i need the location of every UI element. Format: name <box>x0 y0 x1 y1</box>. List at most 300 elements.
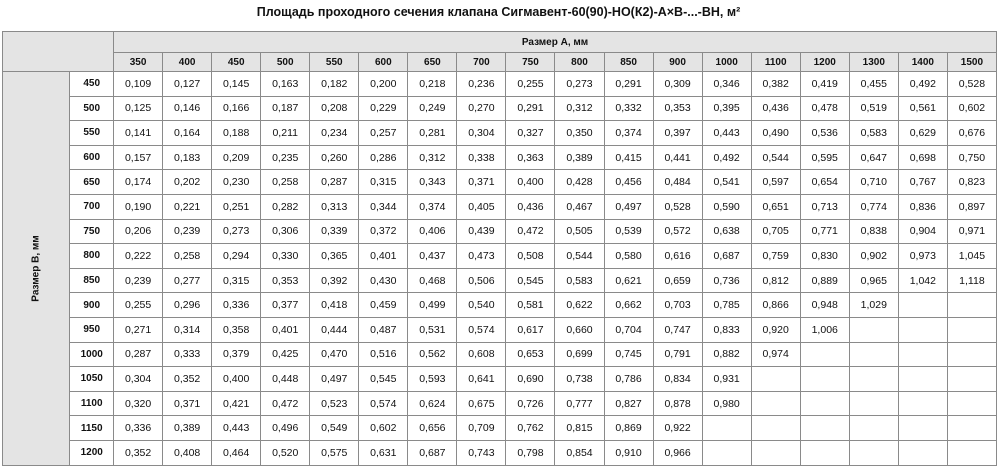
table-cell: 0,166 <box>212 96 261 121</box>
table-cell: 0,467 <box>555 194 604 219</box>
table-cell: 0,897 <box>947 194 996 219</box>
table-row <box>3 268 997 293</box>
table-cell: 0,750 <box>947 145 996 170</box>
table-cell: 0,371 <box>163 391 212 416</box>
table-cell: 0,374 <box>604 121 653 146</box>
table-cell: 0,971 <box>947 219 996 244</box>
table-cell: 0,966 <box>653 440 702 465</box>
table-cell: 0,221 <box>163 194 212 219</box>
table-cell: 0,392 <box>310 268 359 293</box>
table-cell: 0,854 <box>555 440 604 465</box>
table-title: Площадь проходного сечения клапана Сигмавент-60(90)-НО(К2)-А×В-...-ВН, м² <box>256 5 741 19</box>
column-header-a: 1500 <box>947 53 996 72</box>
table-cell: 0,834 <box>653 367 702 392</box>
table-cell <box>898 416 947 441</box>
table-cell: 0,574 <box>457 317 506 342</box>
table-cell: 0,654 <box>800 170 849 195</box>
table-cell: 0,508 <box>506 244 555 269</box>
table-cell: 0,187 <box>261 96 310 121</box>
table-cell: 0,815 <box>555 416 604 441</box>
table-cell: 0,690 <box>506 367 555 392</box>
table-cell: 0,395 <box>702 96 751 121</box>
column-header-a: 800 <box>555 53 604 72</box>
table-row <box>3 219 997 244</box>
table-cell: 0,333 <box>163 342 212 367</box>
table-cell: 0,762 <box>506 416 555 441</box>
table-cell: 0,350 <box>555 121 604 146</box>
row-header-b: 900 <box>70 293 114 318</box>
row-header-b: 650 <box>70 170 114 195</box>
table-cell <box>702 440 751 465</box>
table-cell: 0,889 <box>800 268 849 293</box>
table-cell: 0,827 <box>604 391 653 416</box>
table-cell: 0,830 <box>800 244 849 269</box>
table-cell: 0,882 <box>702 342 751 367</box>
column-header-a: 700 <box>457 53 506 72</box>
table-cell: 0,164 <box>163 121 212 146</box>
table-cell: 0,344 <box>359 194 408 219</box>
table-cell <box>947 367 996 392</box>
table-cell: 0,437 <box>408 244 457 269</box>
table-cell: 0,401 <box>359 244 408 269</box>
table-cell: 0,235 <box>261 145 310 170</box>
table-cell: 0,222 <box>114 244 163 269</box>
table-cell: 0,497 <box>604 194 653 219</box>
table-cell: 0,439 <box>457 219 506 244</box>
table-cell: 0,211 <box>261 121 310 146</box>
row-header-b: 1150 <box>70 416 114 441</box>
table-cell: 1,006 <box>800 317 849 342</box>
table-cell: 0,473 <box>457 244 506 269</box>
row-header-b: 1100 <box>70 391 114 416</box>
table-cell: 0,379 <box>212 342 261 367</box>
table-cell: 0,777 <box>555 391 604 416</box>
table-cell: 0,597 <box>751 170 800 195</box>
table-cell: 0,456 <box>604 170 653 195</box>
table-cell <box>898 293 947 318</box>
table-cell: 0,593 <box>408 367 457 392</box>
table-cell: 0,505 <box>555 219 604 244</box>
table-cell: 0,255 <box>506 72 555 97</box>
column-header-a: 450 <box>212 53 261 72</box>
table-cell: 0,145 <box>212 72 261 97</box>
table-cell: 0,617 <box>506 317 555 342</box>
table-row <box>3 293 997 318</box>
table-cell: 0,490 <box>751 121 800 146</box>
table-cell: 0,336 <box>212 293 261 318</box>
table-cell <box>751 416 800 441</box>
table-cell: 0,287 <box>310 170 359 195</box>
table-cell: 0,249 <box>408 96 457 121</box>
table-cell: 0,271 <box>114 317 163 342</box>
table-cell <box>702 416 751 441</box>
table-cell: 0,291 <box>604 72 653 97</box>
table-cell: 0,540 <box>457 293 506 318</box>
table-cell: 0,401 <box>261 317 310 342</box>
table-cell: 0,878 <box>653 391 702 416</box>
table-cell <box>800 367 849 392</box>
table-cell: 0,239 <box>114 268 163 293</box>
table-cell: 0,444 <box>310 317 359 342</box>
table-cell: 0,430 <box>359 268 408 293</box>
table-cell: 0,743 <box>457 440 506 465</box>
table-cell: 0,602 <box>359 416 408 441</box>
table-cell: 0,371 <box>457 170 506 195</box>
table-cell: 0,183 <box>163 145 212 170</box>
table-cell: 0,698 <box>898 145 947 170</box>
table-cell: 0,973 <box>898 244 947 269</box>
table-cell: 0,358 <box>212 317 261 342</box>
table-cell: 0,622 <box>555 293 604 318</box>
table-cell: 0,304 <box>457 121 506 146</box>
table-cell: 0,710 <box>849 170 898 195</box>
column-header-a: 350 <box>114 53 163 72</box>
table-cell <box>898 391 947 416</box>
table-row <box>3 416 997 441</box>
row-header-b: 500 <box>70 96 114 121</box>
table-cell: 0,791 <box>653 342 702 367</box>
table-cell: 0,190 <box>114 194 163 219</box>
table-cell: 0,363 <box>506 145 555 170</box>
table-cell: 0,330 <box>261 244 310 269</box>
table-cell: 0,468 <box>408 268 457 293</box>
table-cell: 0,405 <box>457 194 506 219</box>
table-row <box>3 391 997 416</box>
table-cell <box>849 367 898 392</box>
table-cell: 0,281 <box>408 121 457 146</box>
table-cell: 0,561 <box>898 96 947 121</box>
table-cell: 0,659 <box>653 268 702 293</box>
table-cell: 0,544 <box>555 244 604 269</box>
table-cell: 0,257 <box>359 121 408 146</box>
row-header-b: 1000 <box>70 342 114 367</box>
table-cell: 0,389 <box>163 416 212 441</box>
table-cell: 0,455 <box>849 72 898 97</box>
row-header-b: 850 <box>70 268 114 293</box>
table-cell: 0,309 <box>653 72 702 97</box>
table-cell: 0,400 <box>212 367 261 392</box>
table-cell: 0,157 <box>114 145 163 170</box>
table-row <box>3 317 997 342</box>
table-cell: 0,338 <box>457 145 506 170</box>
table-cell: 0,545 <box>359 367 408 392</box>
table-cell: 0,580 <box>604 244 653 269</box>
table-cell: 0,574 <box>359 391 408 416</box>
table-cell: 0,487 <box>359 317 408 342</box>
table-cell: 0,904 <box>898 219 947 244</box>
table-cell: 0,798 <box>506 440 555 465</box>
row-header-b: 750 <box>70 219 114 244</box>
table-cell: 0,638 <box>702 219 751 244</box>
table-cell: 0,472 <box>261 391 310 416</box>
table-cell: 0,528 <box>947 72 996 97</box>
table-cell: 0,676 <box>947 121 996 146</box>
table-cell: 0,200 <box>359 72 408 97</box>
table-cell <box>751 367 800 392</box>
table-cell: 0,902 <box>849 244 898 269</box>
table-cell: 0,492 <box>898 72 947 97</box>
table-cell: 0,745 <box>604 342 653 367</box>
table-cell: 0,206 <box>114 219 163 244</box>
table-row <box>3 440 997 465</box>
table-cell: 0,838 <box>849 219 898 244</box>
table-cell: 0,320 <box>114 391 163 416</box>
table-cell: 0,336 <box>114 416 163 441</box>
table-cell <box>898 440 947 465</box>
table-cell: 0,312 <box>408 145 457 170</box>
table-cell: 0,306 <box>261 219 310 244</box>
table-cell: 0,304 <box>114 367 163 392</box>
table-cell: 0,353 <box>261 268 310 293</box>
table-cell: 0,581 <box>506 293 555 318</box>
table-cell: 0,496 <box>261 416 310 441</box>
table-row <box>3 194 997 219</box>
table-cell: 0,277 <box>163 268 212 293</box>
table-cell: 0,641 <box>457 367 506 392</box>
table-cell <box>947 342 996 367</box>
table-cell: 1,045 <box>947 244 996 269</box>
table-cell: 0,687 <box>702 244 751 269</box>
table-cell: 0,296 <box>163 293 212 318</box>
table-cell <box>947 317 996 342</box>
table-cell: 0,767 <box>898 170 947 195</box>
table-cell: 0,286 <box>359 145 408 170</box>
table-cell: 0,188 <box>212 121 261 146</box>
table-cell: 0,372 <box>359 219 408 244</box>
table-cell <box>800 342 849 367</box>
table-cell: 0,397 <box>653 121 702 146</box>
table-cell: 0,785 <box>702 293 751 318</box>
table-cell: 0,506 <box>457 268 506 293</box>
table-cell: 0,608 <box>457 342 506 367</box>
table-cell: 0,616 <box>653 244 702 269</box>
table-cell: 0,544 <box>751 145 800 170</box>
row-header-b: 450 <box>70 72 114 97</box>
table-cell <box>947 391 996 416</box>
table-cell: 0,470 <box>310 342 359 367</box>
table-row <box>3 342 997 367</box>
table-row <box>3 121 997 146</box>
table-cell: 0,239 <box>163 219 212 244</box>
table-cell: 0,520 <box>261 440 310 465</box>
group-b-header <box>3 72 70 466</box>
table-cell: 0,236 <box>457 72 506 97</box>
table-cell: 0,436 <box>751 96 800 121</box>
table-cell: 0,528 <box>653 194 702 219</box>
table-cell <box>849 317 898 342</box>
table-cell: 0,602 <box>947 96 996 121</box>
table-cell: 0,823 <box>947 170 996 195</box>
table-cell: 0,583 <box>849 121 898 146</box>
table-cell: 0,352 <box>114 440 163 465</box>
column-header-a: 1300 <box>849 53 898 72</box>
column-header-a: 1100 <box>751 53 800 72</box>
table-cell: 0,282 <box>261 194 310 219</box>
table-cell: 0,229 <box>359 96 408 121</box>
table-cell: 0,536 <box>800 121 849 146</box>
table-cell: 0,583 <box>555 268 604 293</box>
table-cell: 0,704 <box>604 317 653 342</box>
table-cell: 0,713 <box>800 194 849 219</box>
column-header-a: 1000 <box>702 53 751 72</box>
table-cell: 0,287 <box>114 342 163 367</box>
table-cell: 0,965 <box>849 268 898 293</box>
table-cell: 0,109 <box>114 72 163 97</box>
row-header-b: 950 <box>70 317 114 342</box>
table-cell <box>947 416 996 441</box>
table-cell <box>849 440 898 465</box>
table-cell: 0,418 <box>310 293 359 318</box>
table-cell: 0,127 <box>163 72 212 97</box>
table-row <box>3 367 997 392</box>
table-cell: 0,747 <box>653 317 702 342</box>
table-row <box>3 72 997 97</box>
table-cell: 1,118 <box>947 268 996 293</box>
column-header-a: 600 <box>359 53 408 72</box>
table-cell: 0,656 <box>408 416 457 441</box>
column-header-a: 650 <box>408 53 457 72</box>
row-header-b: 800 <box>70 244 114 269</box>
column-header-a: 900 <box>653 53 702 72</box>
table-cell: 0,421 <box>212 391 261 416</box>
table-cell: 0,258 <box>261 170 310 195</box>
table-cell: 0,833 <box>702 317 751 342</box>
table-cell: 0,408 <box>163 440 212 465</box>
table-cell: 0,218 <box>408 72 457 97</box>
table-cell <box>800 391 849 416</box>
table-cell: 0,545 <box>506 268 555 293</box>
table-cell: 0,182 <box>310 72 359 97</box>
table-cell: 0,406 <box>408 219 457 244</box>
row-header-b: 550 <box>70 121 114 146</box>
table-cell: 1,029 <box>849 293 898 318</box>
table-cell: 0,163 <box>261 72 310 97</box>
table-cell: 0,699 <box>555 342 604 367</box>
table-cell: 0,931 <box>702 367 751 392</box>
table-cell: 0,202 <box>163 170 212 195</box>
table-cell: 0,313 <box>310 194 359 219</box>
table-row <box>3 96 997 121</box>
corner-cell <box>3 32 114 72</box>
table-cell: 0,705 <box>751 219 800 244</box>
table-cell <box>898 367 947 392</box>
table-cell: 0,209 <box>212 145 261 170</box>
table-cell: 0,436 <box>506 194 555 219</box>
table-cell: 0,687 <box>408 440 457 465</box>
table-cell: 1,042 <box>898 268 947 293</box>
row-header-b: 600 <box>70 145 114 170</box>
table-cell: 0,709 <box>457 416 506 441</box>
column-header-a: 400 <box>163 53 212 72</box>
table-cell: 0,346 <box>702 72 751 97</box>
table-cell: 0,516 <box>359 342 408 367</box>
table-cell: 0,484 <box>653 170 702 195</box>
table-cell: 0,174 <box>114 170 163 195</box>
table-cell: 0,836 <box>898 194 947 219</box>
table-cell: 0,260 <box>310 145 359 170</box>
table-cell: 0,464 <box>212 440 261 465</box>
table-cell: 0,125 <box>114 96 163 121</box>
table-cell: 0,736 <box>702 268 751 293</box>
table-cell: 0,230 <box>212 170 261 195</box>
table-cell <box>947 440 996 465</box>
table-cell <box>898 342 947 367</box>
area-table <box>2 31 997 466</box>
table-cell <box>800 416 849 441</box>
table-cell: 0,786 <box>604 367 653 392</box>
column-header-a: 550 <box>310 53 359 72</box>
table-cell: 0,273 <box>212 219 261 244</box>
table-cell: 0,443 <box>702 121 751 146</box>
table-cell: 0,575 <box>310 440 359 465</box>
table-cell: 0,590 <box>702 194 751 219</box>
row-header-b: 1200 <box>70 440 114 465</box>
table-cell: 0,539 <box>604 219 653 244</box>
table-cell: 0,910 <box>604 440 653 465</box>
table-cell: 0,660 <box>555 317 604 342</box>
table-cell: 0,866 <box>751 293 800 318</box>
table-cell: 0,343 <box>408 170 457 195</box>
table-cell: 0,651 <box>751 194 800 219</box>
table-cell: 0,980 <box>702 391 751 416</box>
table-cell: 0,255 <box>114 293 163 318</box>
table-cell: 0,621 <box>604 268 653 293</box>
table-cell: 0,974 <box>751 342 800 367</box>
table-cell: 0,492 <box>702 145 751 170</box>
table-cell: 0,141 <box>114 121 163 146</box>
table-cell: 0,415 <box>604 145 653 170</box>
table-cell: 0,419 <box>800 72 849 97</box>
table-cell: 0,759 <box>751 244 800 269</box>
table-cell: 0,922 <box>653 416 702 441</box>
table-cell: 0,675 <box>457 391 506 416</box>
table-cell: 0,631 <box>359 440 408 465</box>
table-cell: 0,499 <box>408 293 457 318</box>
table-cell: 0,315 <box>212 268 261 293</box>
table-cell: 0,624 <box>408 391 457 416</box>
table-cell <box>849 391 898 416</box>
table-row <box>3 170 997 195</box>
table-cell: 0,541 <box>702 170 751 195</box>
table-cell: 0,472 <box>506 219 555 244</box>
table-cell: 0,332 <box>604 96 653 121</box>
table-cell: 0,562 <box>408 342 457 367</box>
table-cell: 0,258 <box>163 244 212 269</box>
table-cell: 0,365 <box>310 244 359 269</box>
table-cell: 0,653 <box>506 342 555 367</box>
table-cell: 0,312 <box>555 96 604 121</box>
table-cell: 0,273 <box>555 72 604 97</box>
table-cell: 0,314 <box>163 317 212 342</box>
table-cell: 0,572 <box>653 219 702 244</box>
table-row <box>3 145 997 170</box>
table-cell <box>751 391 800 416</box>
table-cell: 0,425 <box>261 342 310 367</box>
table-cell: 0,869 <box>604 416 653 441</box>
table-cell: 0,595 <box>800 145 849 170</box>
column-header-a: 1200 <box>800 53 849 72</box>
table-cell <box>849 416 898 441</box>
table-cell: 0,549 <box>310 416 359 441</box>
table-cell: 0,448 <box>261 367 310 392</box>
table-cell: 0,920 <box>751 317 800 342</box>
table-cell: 0,389 <box>555 145 604 170</box>
table-cell: 0,400 <box>506 170 555 195</box>
table-cell: 0,339 <box>310 219 359 244</box>
column-header-a: 850 <box>604 53 653 72</box>
table-cell: 0,703 <box>653 293 702 318</box>
table-cell: 0,327 <box>506 121 555 146</box>
